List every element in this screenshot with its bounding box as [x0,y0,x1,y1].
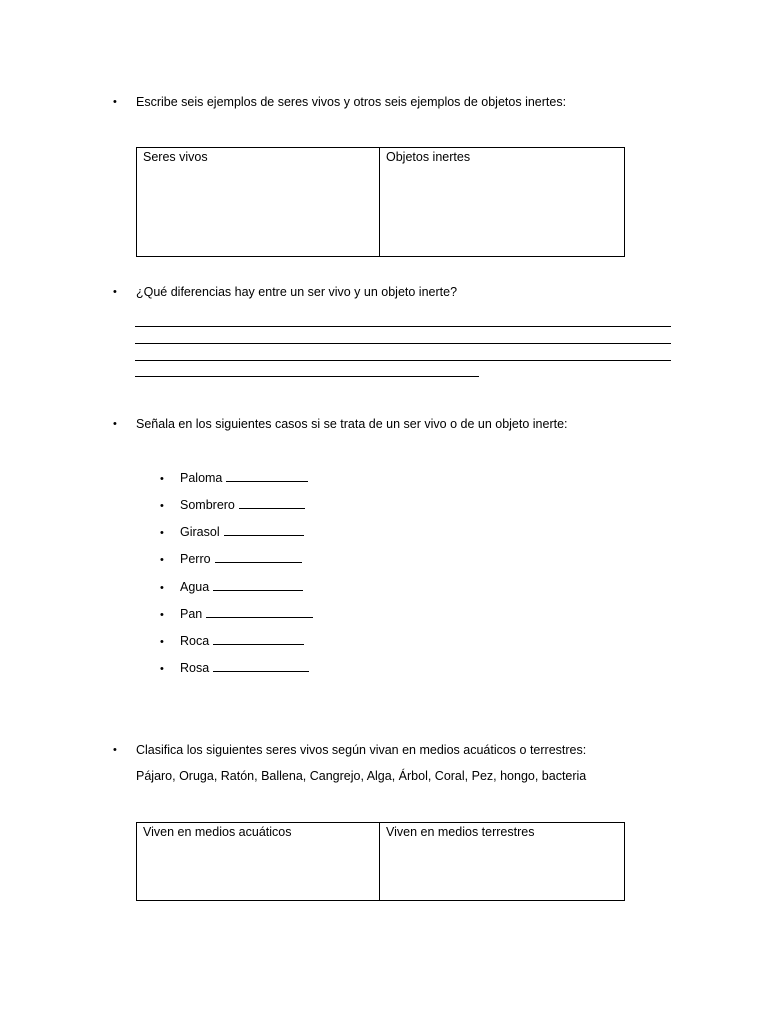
answer-blank[interactable] [226,481,308,482]
table-col-terrestres[interactable]: Viven en medios terrestres [380,823,625,901]
list-item [160,661,309,675]
answer-blank[interactable] [213,644,304,645]
question-2: ¿Qué diferencias hay entre un ser vivo y un objeto inerte? [136,285,458,299]
answer-blank[interactable] [239,508,305,509]
item-label: Sombrero [180,498,235,512]
answer-blank[interactable] [215,562,302,563]
table-col-objetos-inertes[interactable]: Objetos inertes [380,148,625,257]
bullet: • [160,609,164,621]
item-label: Paloma [180,471,223,485]
bullet-q4: • [113,744,117,756]
table-col-seres-vivos[interactable]: Seres vivos [137,148,380,257]
list-item [160,525,304,539]
species-list: Pájaro, Oruga, Ratón, Ballena, Cangrejo, Alga, Árbol, Coral, Pez, hongo, bacteria [136,769,587,783]
answer-line[interactable] [135,343,671,344]
bullet: • [160,636,164,648]
item-label: Pan [180,607,203,621]
answer-blank[interactable] [213,671,309,672]
question-3: Señala en los siguientes casos si se trata de un ser vivo o de un objeto inerte: [136,417,568,431]
answer-blank[interactable] [224,535,304,536]
item-label: Rosa [180,661,210,675]
item-label: Agua [180,580,210,594]
list-item [160,634,304,648]
list-item [160,471,308,485]
bullet: • [160,582,164,594]
item-label: Girasol [180,525,220,539]
bullet: • [160,554,164,566]
table-col-acuaticos[interactable]: Viven en medios acuáticos [137,823,380,901]
answer-line[interactable] [135,326,671,327]
question-4: Clasifica los siguientes seres vivos según vivan en medios acuáticos o terrestres: [136,743,587,757]
list-item [160,552,302,566]
item-label: Perro [180,552,211,566]
bullet: • [160,663,164,675]
bullet-q3: • [113,418,117,430]
list-item [160,498,305,512]
question-1: Escribe seis ejemplos de seres vivos y otros seis ejemplos de objetos inertes: [136,95,567,109]
answer-line[interactable] [135,376,479,377]
list-item [160,607,313,621]
table-medios [136,822,625,901]
answer-blank[interactable] [206,617,313,618]
bullet: • [160,527,164,539]
bullet-q2: • [113,286,117,298]
bullet: • [160,473,164,485]
answer-line[interactable] [135,360,671,361]
bullet-q1: • [113,96,117,108]
answer-blank[interactable] [213,590,303,591]
bullet: • [160,500,164,512]
list-item [160,580,303,594]
item-label: Roca [180,634,210,648]
table-seres-objetos [136,147,625,257]
